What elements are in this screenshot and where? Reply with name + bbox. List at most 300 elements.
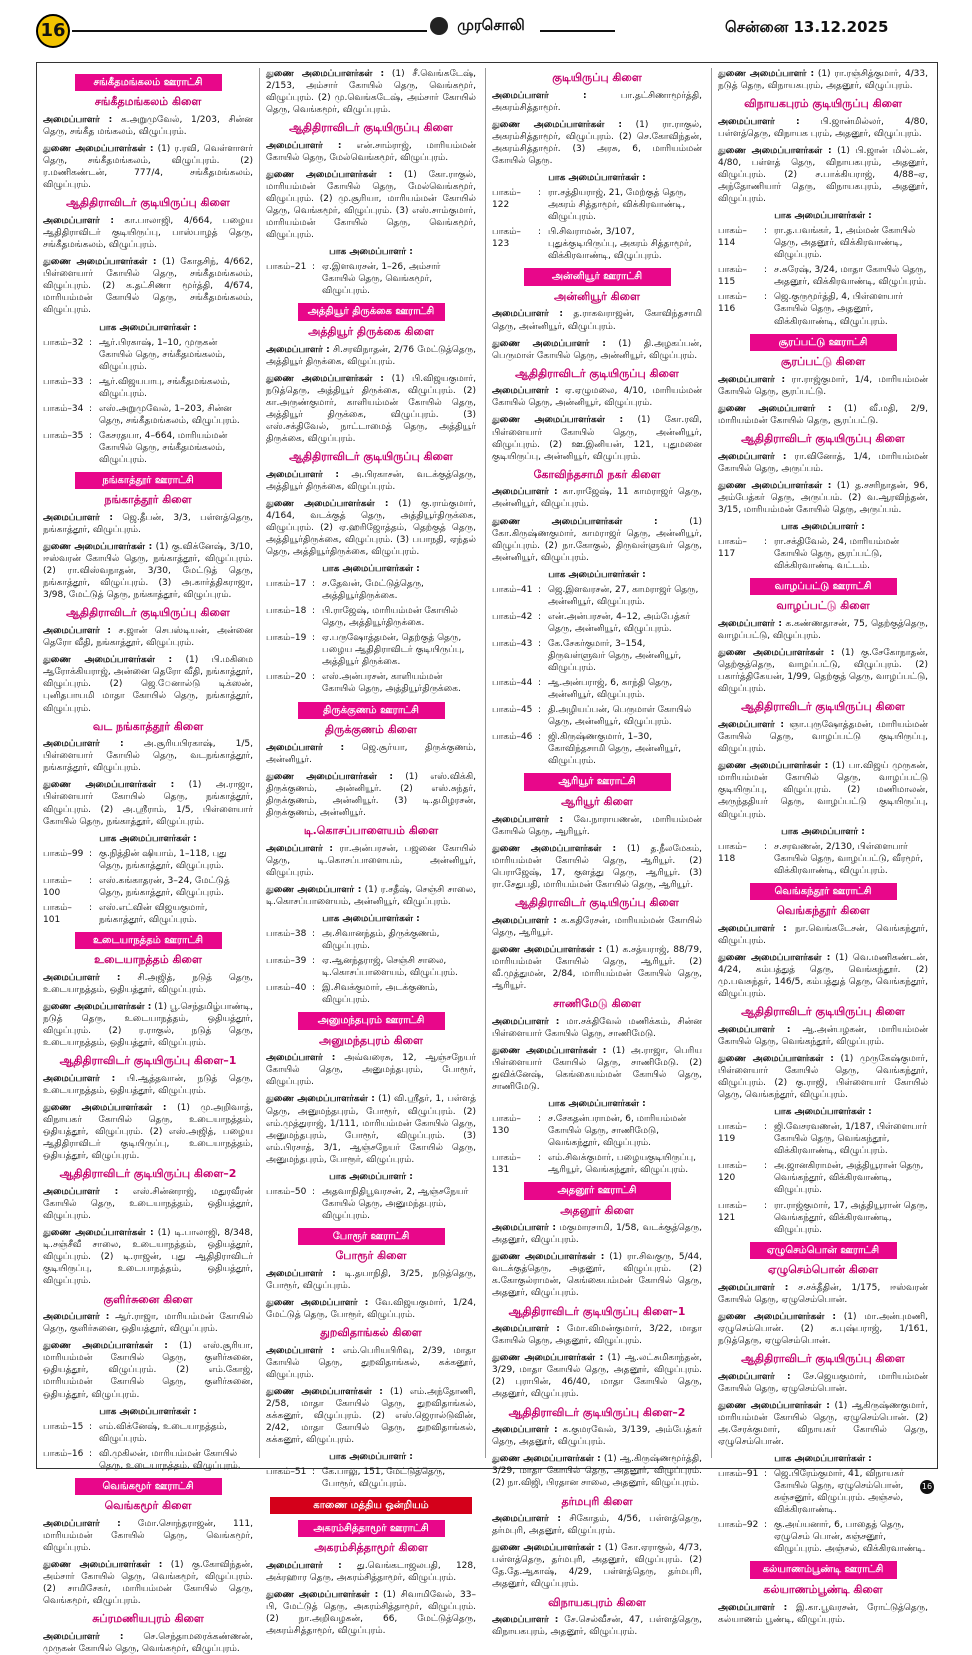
entry-label: அமைப்பாளர் : [718,1282,789,1293]
booth-number: பாகம்–15 [43,1421,84,1432]
entry-text: (1) த.சசரிநாதன், 96, அம்பேத்கர் தெரு, அருப்பம். (2) வ.ஆரவிந்தன், 3/15, மாரியம்மன் கோயில் தெரு, அருப்பம். [718,480,928,515]
branch-heading: ஆதிதிராவிடர் குடியிருப்பு கிளை [289,121,453,135]
booth-organiser: கு.நித்தின் ஷியாம், 1–118, புது தெரு, நங்காத்தூர், விழுப்புரம். [99,848,227,871]
booth-number: பாகம்–91 [718,1469,759,1480]
entry-text: (1) ஆ.லட்சுமிகாந்தன், 3/29, மாதா கோயில் தெரு, அதனூர், விழுப்புரம். (2) புராபின், 46/40, மாதா கோயில் தெரு, அதனூர், விழுப்புரம். [492,1353,702,1400]
organiser-entry [266,1052,476,1088]
organiser-entry [266,1345,476,1381]
entry-label: துணை அமைப்பாளர்கள் : [266,1590,379,1601]
branch-heading: ஆதிதிராவிடர் குடியிருப்பு கிளை–2 [59,1167,237,1181]
entry-text: (1) பி.ஜான் மில்டன், 4/80, பள்ளத் தெரு, விநாயகபுரம், அதனூர், விழுப்புரம். (2) ச.பாக்கியராஜ், 4/88–ஏ, அந்தோணியார் தெரு, விநாயகபுரம், அதனூர், விழுப்புரம். [718,145,928,205]
panchayat-banner: நங்காத்தூர் ஊராட்சி [75,472,222,489]
booth-number: பாகம்–46 [492,732,533,743]
entry-text: ரா.அன்பரசன், பஜனை கோயில் தெரு, டி.கொசப்பாளையம், அன்னியூர், விழுப்புரம். [266,843,476,878]
separator-colon: : [89,875,93,886]
booth-organiser: பி.சிவராமன், 3/107, புதுக்குடியிருப்பு, அகரம் சித்தாமூர், விக்கிரவாண்டி, விழுப்புரம். [548,227,692,262]
panchayat-banner: வாழப்பட்டு ஊராட்சி [750,578,897,595]
organiser-entry [492,516,702,564]
organiser-entry [718,1371,928,1395]
entry-label: துணை அமைப்பாளர்கள் : [718,480,832,491]
organiser-entry [43,114,253,138]
booth-row [718,225,928,261]
entry-label: அமைப்பாளர் : [492,90,587,101]
entry-text: (1) த.நீலமேகம், மாரியம்மன் கோயில் தெரு, ஆரியூர். (2) பெராஜேஷ், 17, குளத்து தெரு, ஆரியூர். (3) ரா.சேதுபதி, மாரியம்மன் கோயில் தெரு, ஆரியூர். [492,843,702,890]
organiser-entry [492,308,702,332]
booth-row [43,337,253,373]
booth-row [492,1113,702,1149]
booth-number: பாகம்–16 [43,1448,84,1459]
booth-row [718,264,928,288]
entry-label: துணை அமைப்பாளர்கள் : [266,498,389,509]
organiser-entry [718,1053,928,1101]
entry-text: (1) அ.ராஜா, பிள்ளையார் கோயில் தெரு, நங்காத்தூர், விழுப்புரம். (2) அ.ஸ்ரீராம், 1/5, பிள்ளையார் கோயில் தெரு, நங்காத்தூர், விழுப்புரம். [43,780,253,827]
entry-label: அமைப்பாளர் : [492,386,559,397]
entry-text: சே.செல்வீசன், 47, பள்ளத்தெரு, விநாயகபுரம், அதனூர், விழுப்புரம். [492,1615,702,1638]
organiser-entry [43,1340,253,1400]
separator-colon: : [538,611,542,622]
booth-number: பாகம்–34 [43,403,84,414]
entry-text: ஆர்.ராஜா, மாரியம்மன் கோயில் தெரு, குளிர்சுனை, ஒதியத்தூர், விழுப்புரம். [43,1312,253,1335]
entry-text: கா.பாலாஜி, 4/664, பழைய ஆதிதிராவிடர் குடியிருப்பு, பாஸ்பாழத் தெரு, சங்கீதமங்கலம், விழுப்புரம். [43,216,253,251]
organiser-entry [718,952,928,1000]
booth-number: பாகம்–43 [492,638,533,649]
organiser-entry [43,1311,253,1335]
booth-organiser: கே.பாலு, 151, மேட்டுத்தெரு, போரூர், விழுப்புரம். [322,1467,446,1490]
entry-text: த.ராகவராஜன், கோவிந்தசாமி தெரு, அன்னியூர், விழுப்புரம். [492,309,702,332]
subheading: பாக அமைப்பாளர்கள் : [774,211,872,222]
entry-text: ரா.ராஜ்குமார், 1/4, மாரியம்மன் கோயில் தெரு, சூரப்பட்டு. [718,374,928,397]
booth-organiser: ஏ.பருஷோத்தமன், தெற்குத் தெரு, பழைய ஆதிதிராவிடர் குடியிருப்பு, அத்தியூர் திருக்கை. [322,633,465,668]
entry-text: (1) ரா.சிவகுரு, 5/44, வடக்குத்தெரு, அதனூர், விழுப்புரம். (2) க.கோகுல்ராமன், கெங்கையம்மன் கோயில் தெரு, அதனூர், விழுப்புரம். [492,1252,702,1299]
branch-heading: கல்யாணம்பூண்டி கிளை [763,1582,883,1596]
entry-label: அமைப்பாளர் : [718,619,783,630]
entry-text: ரா.வினோத், 1/4, மாரியம்மன் கோயில் தெரு, அருப்பம். [718,451,928,474]
organiser-entry [492,338,702,362]
entry-label: அமைப்பாளர் : [266,1269,336,1280]
separator-colon: : [764,265,768,276]
booth-organiser: எஸ்.அறுமுவேல், 1–203, சின்ன தெரு, சங்கீதமங்கலம், விழுப்புரம். [99,403,240,426]
organiser-entry [43,215,253,251]
entry-text: (1) கு.சேகோநாதன், தெற்குத்தெரு, வாழப்பட்டு, விழுப்புரம். (2) பகார்த்திகேயன், 1/99, தெற்குத் தெரு, வாழப்பட்டு, விழுப்புரம். [718,648,928,695]
entry-label: அமைப்பாளர் : [43,973,121,984]
booth-number: பாகம்–35 [43,430,84,441]
branch-heading: அனுமந்தபுரம் கிளை [319,1033,423,1047]
organiser-entry [718,374,928,398]
logo-text: முரசொலி [457,16,525,34]
entry-text: (1) மா.அன்புமணி, ஏழுசெம்பொன். (2) க.புஷ்பராஜ், 1/161, நடுத்தெரு, ஏழுசெம்பொன். [718,1311,928,1346]
entry-text: செ.செந்தாமரைக்கண்ணன், முருகன் கோயில் தெரு, வெங்கமூர், விழுப்புரம். [43,1632,253,1655]
branch-heading: ஆதிதிராவிடர் குடியிருப்பு கிளை [515,366,679,380]
booth-number: பாகம்–116 [718,292,747,315]
organiser-entry [492,1513,702,1537]
separator-colon: : [89,376,93,387]
entry-text: (1) வி.ஸ்ரீதர், 1, பள்ளத் தெரு, அனுமந்தபுரம், போரூர், விழுப்புரம். (2) எம்.முத்துராஜ், 1/111, மாரியம்மன் கோயில் தெரு, அனுமந்தபுரம், போரூர், விழுப்புரம். (3) எம்.பிரசாத், 3/1, ஆஞ்சநேயர் கோயில் தெரு, அனுமந்தபுரம், போரூர், விழுப்புரம். [266,1094,476,1165]
entry-label: அமைப்பாளர் : [43,513,113,524]
entry-text: (1) கு.விக்னேஷ், 3/10, ஈஸ்வரன் கோயில் தெரு, நங்காத்தூர், விழுப்புரம். (2) ரா.விஸ்வநாதன், 3/30, மேட்டுத் தெரு, நங்காத்தூர், விழுப்புரம். (3) அ.கார்த்திகராஜா, 3/98, மேட்டுத் தெரு, நங்காத்தூர், விழுப்புரம். [43,542,253,601]
branch-heading: அகரம்சித்தாமூர் கிளை [314,1541,428,1555]
entry-label: துணை அமைப்பாளர்கள் : [718,145,832,156]
subheading: பாக அமைப்பாளர்கள் : [774,1454,872,1465]
entry-label: அமைப்பாளர் : [266,469,339,480]
booth-row [492,638,702,674]
organiser-entry [266,169,476,241]
separator-colon: : [538,188,542,199]
entry-label: துணை அமைப்பாளர்கள் : [43,144,154,155]
booth-row [43,403,253,427]
booth-organiser: இ.சிவக்குமார், அடக்குணம், விழுப்புரம். [322,983,438,1006]
branch-heading: அன்னியூர் கிளை [554,289,640,303]
booth-number: பாகம்–99 [43,848,84,859]
dateline: சென்னை 13.12.2025 [725,18,889,36]
subheading: பாக அமைப்பாளர்கள் : [322,564,420,575]
entry-text: (1) கோ.கிருஷ்ணகுமார், காமராஜர் தெரு, அன்னியூர், விழுப்புரம். (2) நா.கோகுல், திருவள்ளுவர் தெரு, அன்னியூர், விழுப்புரம். [492,516,702,563]
entry-text: (1) கோ.ஏராகுல், 4/73, பள்ளத்தெரு, தர்மபுரி, அதனூர், விழுப்புரம். (2) தே.தே.ஆகாஷ், 4/29, பள்ளத்தெரு, தர்மபுரி, அதனூர், விழுப்புரம். [492,1543,702,1590]
entry-label: துணை அமைப்பாளர்கள் : [492,1045,607,1056]
organiser-entry [718,1400,928,1448]
booth-number: பாகம்–50 [266,1186,307,1197]
entry-label: துணை அமைப்பாளர்கள் : [266,1094,375,1105]
organiser-entry [492,1453,702,1489]
entry-text: க.கண்ணதாசன், 75, தெற்குத்தெரு, வாழப்பட்டு, விழுப்புரம். [718,619,928,642]
booth-organiser: எஸ்.கங்காதரன், 3–24, மேட்டுத் தெரு, நங்காத்தூர், விழுப்புரம். [99,875,230,898]
branch-heading: வெங்கமூர் கிளை [104,1499,192,1513]
booth-organiser: ஆர்.விஜயபாபு, சங்கீதமங்கலம், விழுப்புரம். [99,376,231,399]
booth-number: பாகம்–17 [266,579,307,590]
entry-text: (1) கோதசிந், 4/662, பிள்ளையார் கோயில் தெரு, சங்கீதமங்கலம், விழுப்புரம். (2) க.தட்சிணா மூர்த்தி, 4/674, மாரியம்மன் கோயில் தெரு, சங்கீதமங்கலம், விழுப்புரம். [43,257,253,316]
entry-text: மோ.விமன்குமார், 3/22, மாதா கோயில் தெரு, அதனூர், விழுப்புரம். [492,1324,702,1347]
entry-text: (1) கு.கோவிந்தன், அம்சார் கோயில் தெரு, வெங்கமூர், விழுப்புரம். (2) சாமிசேகர், மாரியம்மன் கோயில் தெரு, வெங்கமூர், விழுப்புரம். [43,1560,253,1607]
booth-row [718,1519,928,1555]
entry-label: அமைப்பாளர் : [266,843,333,854]
branch-heading: ஆதிதிராவிடர் குடியிருப்பு கிளை–2 [508,1405,686,1419]
organiser-entry [718,923,928,947]
entry-label: அமைப்பாளர் : [718,1371,791,1382]
booth-organiser: அ.ஜானகிராமன், அத்தியூரான் தெரு, வெங்கந்தூர், விக்கிரவாண்டி, விழுப்புரம். [774,1161,924,1196]
organiser-entry [43,1001,253,1049]
entry-label: அமைப்பாளர் : [266,742,345,753]
entry-label: அமைப்பாளர் : [43,1518,121,1529]
separator-colon: : [538,705,542,716]
booth-row [492,1152,702,1176]
entry-text: வே.நாராயணன், மாரியம்மன் கோயில் தெரு, ஆரியூர். [492,814,702,837]
booth-organiser: ரா.ராஜ்குமார், 17, அத்தியூரான் தெரு, வெங்கந்தூர், விக்கிரவாண்டி, விழுப்புரம். [774,1200,928,1235]
separator-colon: : [312,633,316,644]
entry-label: துணை அமைப்பாளர்கள் : [43,1341,168,1352]
footer-page-number: 16 [920,1480,934,1494]
entry-label: துணை அமைப்பாளர்கள் : [492,1454,601,1465]
entry-text: (1) முருகேஷ்குமார், பிள்ளையார் கோயில் தெரு, வெங்கந்தூர், விழுப்புரம். (2) கு.ராஜி, பிள்ளையார் கோயில் தெரு, வெங்கந்தூர், விழுப்புரம். [718,1053,928,1101]
separator-colon: : [764,1200,768,1211]
entry-text: க.கதிரேசன், மாரியம்மன் கோயில் தெரு, ஆரியூர். [492,915,702,938]
entry-text: (1) க.சத்யராஜ், 88/79, மாரியம்மன் கோயில் தெரு, ஆரியூர். (2) வீ.முத்துமன், 2/84, மாரியம்மன் கோயில் தெரு, ஆரியூர். [492,944,702,991]
subheading: பாக அமைப்பாளர்கள் : [99,1406,197,1417]
column-divider [711,68,712,1458]
branch-heading: விநாயகபுரம் குடியிருப்பு கிளை [744,97,902,111]
branch-heading: சுப்ரமணியபுரம் கிளை [92,1612,204,1626]
panchayat-banner: திருக்குணம் ஊராட்சி [298,702,445,719]
branch-heading: கோவிந்தசாமி நகர் கிளை [533,467,661,481]
entry-label: துணை அமைப்பாளர்கள் : [718,952,831,963]
booth-organiser: ஆர்.பிரகாஷ், 1–10, முருகன் கோயில் தெரு, சங்கீதமங்கலம், விழுப்புரம். [99,337,226,372]
entry-label: அமைப்பாளர் : [492,309,563,320]
booth-organiser: ஏ.ஆனந்தராஜ், செஞ்சி சாலை, டி.கொசப்பாளையம், விழுப்புரம். [322,956,458,979]
organiser-entry [718,1311,928,1347]
entry-text: என்.சாம்ராஜ், மாரியம்மன் கோயில் தெரு, மேல்வெங்கமூர், விழுப்புரம். [266,140,476,163]
entry-label: துணை அமைப்பாளர்கள் : [266,69,385,79]
entry-label: துணை அமைப்பாளர்கள் : [718,1311,836,1322]
booth-organiser: ஜி.கிருஷ்ணகுமார், 1–30, கோவிந்தசாமி தெரு, அன்னியூர், விழுப்புரம். [548,732,682,767]
organiser-entry [492,1352,702,1400]
booth-organiser: அதவாநிதிபூவரசன், 2, ஆஞ்சநேயர் கோயில் தெரு, அனுமந்தபுரம், விழுப்புரம். [322,1186,469,1221]
booth-row [718,841,928,877]
entry-label: அமைப்பாளர் : [43,1312,110,1323]
entry-text: (1) பூ.செந்தமிழ்பாண்டி, நடுத் தெரு, உடையாநத்தம், ஒதியத்தூர், விழுப்புரம். (2) ர.ராகுல், நடுத் தெரு, உடையாநத்தம், ஒதியத்தூர், விழுப்புரம். [43,1002,253,1049]
panchayat-banner: அதனூர் ஊராட்சி [524,1182,671,1199]
organiser-entry [43,1102,253,1162]
entry-text: (1) டி.பாலாஜி, 8/348, டி.சஞ்சீவீ சாலை, உடையாநத்தம், ஒதியத்தூர், விழுப்புரம். (2) டி.ராஜன், புது ஆதிதிராவிடர் குடியிருப்பு, உடையாநத்தம், ஒதியத்தூர், விழுப்புரம். [43,1228,253,1287]
booth-row [266,578,476,602]
booth-organiser: ஜெ.குருமூர்த்தி, 4, பிள்ளையார் கோயில் தெரு, அதனூர், விக்கிரவாண்டி, விழுப்புரம். [774,292,903,327]
branch-heading: அத்தியூர் திருக்கை கிளை [308,324,434,338]
organiser-entry [492,1614,702,1638]
separator-colon: : [312,672,316,683]
organiser-entry [718,719,928,755]
booth-row [718,1200,928,1236]
booth-number: பாகம்–101 [43,902,72,925]
branch-heading: ஆதிதிராவிடர் குடியிருப்பு கிளை [66,196,230,210]
booth-row [43,430,253,466]
entry-label: துணை அமைப்பாளர்கள் : [718,1053,834,1064]
booth-organiser: எம்.சிவக்குமார், பழையகுடியிருப்பு, ஆரியூர், வெங்கந்தூர், விழுப்புரம். [548,1153,696,1176]
entry-text: (1) வீ.மதி, 2/9, மாரியம்மன் கோயில் தெரு, சூரப்பட்டு. [718,403,928,426]
booth-number: பாகம்–92 [718,1520,759,1531]
booth-organiser: ஜெ.பிரேம்குமார், 41, விநாயகர் கோயில் தெரு, ஏழுசெம்பொன், கஞ்சனூர், விழுப்புரம். அஞ்சல், விக்கிரவாண்டி. [774,1469,905,1516]
separator-colon: : [538,678,542,689]
entry-label: அமைப்பாளர் : [43,626,112,637]
entry-text: அ.சூரியபிரகாஷ், 1/5, பிள்ளையார் கோயில் தெரு, வடநங்காத்தூர், நங்காத்தூர், விழுப்புரம். [43,739,253,774]
booth-number: பாகம்–33 [43,376,84,387]
organiser-entry [492,814,702,838]
entry-label: துணை அமைப்பாளர்கள் : [718,761,829,772]
branch-heading: உடையாநத்தம் கிளை [94,953,202,967]
organiser-entry [718,403,928,427]
organiser-entry [492,1222,702,1246]
organiser-entry [43,738,253,774]
organiser-entry [718,68,928,92]
organiser-entry [492,385,702,409]
entry-label: துணை அமைப்பாளர்கள் : [43,1002,152,1013]
organiser-entry [266,771,476,819]
entry-text: (1) தி.அழகப்பன், பெருமாள் கோயில் தெரு, அன்னியூர், விழுப்புரம். [492,338,702,361]
booth-row [43,848,253,872]
organiser-entry [492,944,702,992]
organiser-entry [492,1424,702,1448]
separator-colon: : [89,902,93,913]
booth-organiser: அ.சிவானந்தம், திருக்குணம், விழுப்புரம். [322,928,440,951]
booth-number: பாகம்–100 [43,875,72,898]
entry-label: துணை அமைப்பாளர் : [718,403,832,414]
entry-text: (1) எஸ்.சூரியா, மாரியம்மன் கோயில் தெரு, குளிர்சுனை, ஒதியத்தூர், விழுப்புரம். (2) எம்.கோஜ், மாரியம்மன் கோயில் தெரு, குளிர்சுனை, ஒதியத்தூர், விழுப்புரம். [43,1341,254,1400]
organiser-entry [492,1045,702,1093]
separator-colon: : [764,1469,768,1480]
booth-row [43,1448,253,1472]
entry-label: துணை அமைப்பாளர்கள் : [492,415,624,426]
entry-label: அமைப்பாளர் : [492,487,558,498]
entry-label: துணை அமைப்பாளர்கள் : [43,1228,154,1239]
booth-number: பாகம்–42 [492,611,533,622]
organiser-entry [43,1227,253,1287]
entry-label: துணை அமைப்பாளர்கள் : [492,119,622,130]
subheading: பாக அமைப்பாளர்கள் : [548,1098,646,1109]
entry-label: அமைப்பாளர் : [43,1074,116,1085]
entry-label: அமைப்பாளர் : [718,1602,788,1613]
booth-number: பாகம்–19 [266,633,307,644]
booth-organiser: ரா.சத்தியராஜ், 21, மேற்குத் தெரு, அகரம் சித்தாமூர், விக்கிரவாண்டி, விழுப்புரம். [548,188,687,223]
organiser-entry [43,972,253,996]
column-divider [259,68,260,1458]
organiser-entry [492,1323,702,1347]
organiser-entry [718,1024,928,1048]
booth-organiser: எஸ்.எட்வின் விஜயகுமார், நங்காத்தூர், விழுப்புரம். [99,902,208,925]
logo-emblem-icon [430,17,448,35]
entry-text: ஏ.ஏழுமலை, 4/10, மாரியம்மன் கோயில் தெரு, அன்னியூர், விழுப்புரம். [492,386,702,409]
separator-colon: : [764,536,768,547]
booth-row [266,1186,476,1222]
organiser-entry [266,1386,476,1446]
organiser-entry [266,373,476,445]
entry-text: பா.தட்சிணாமூர்த்தி, அகரம்சித்தாமூர். [492,90,702,113]
separator-colon: : [538,584,542,595]
booth-number: பாகம்–121 [718,1200,747,1223]
booth-row [492,704,702,728]
text-column-2 [266,68,477,1637]
branch-heading: வட நங்காத்தூர் கிளை [92,719,204,733]
entry-text: மகுமாரசாமி, 1/58, வடக்குத்தெரு, அதனூர், விழுப்புரம். [492,1223,702,1246]
entry-text: ஜெ.தீபன், 3/3, பள்ளத்தெரு, நங்காத்தூர், விழுப்புரம். [43,513,253,536]
booth-organiser: எம்.விக்னேஷ், உடையாநத்தம், விழுப்புரம். [99,1421,227,1444]
booth-row [266,955,476,979]
entry-label: அமைப்பாளர் : [718,374,786,385]
entry-label: துணை அமைப்பாளர்கள் : [492,1353,604,1364]
entry-label: அமைப்பாளர் : [718,1024,791,1035]
text-column-3 [492,68,702,1638]
panchayat-banner: வெங்கந்தூர் ஊராட்சி [750,883,897,900]
booth-number: பாகம்–114 [718,226,747,249]
entry-text: (1) அ.ராஜா, பெரிய பிள்ளையார் கோயில் தெரு, சாணிமேடு. (2) துவிக்னேஷ், கெங்கையம்மன் கோயில் தெரு, சாணிமேடு. [492,1045,702,1092]
separator-colon: : [538,732,542,743]
branch-heading: தர்மபுரி கிளை [561,1494,633,1508]
organiser-entry [266,1268,476,1292]
booth-number: பாகம்–130 [492,1113,521,1136]
entry-label: அமைப்பாளர் : [492,1016,560,1027]
organiser-entry [266,1589,476,1637]
entry-label: அமைப்பாளர் : [43,115,113,126]
booth-number: பாகம்–20 [266,672,307,683]
branch-heading: ஆதிதிராவிடர் குடியிருப்பு கிளை [289,449,453,463]
entry-text: ச.சக்தீதின், 1/175, ஈஸ்வரன் கோயில் தெரு, ஏழுசெம்பொன். [718,1282,928,1305]
entry-label: துணை அமைப்பாளர்கள் : [718,1400,830,1411]
entry-label: துணை அமைப்பாளர் : [492,338,606,349]
booth-organiser: ச.சரவணன், 2/130, பிள்ளையார் கோயில் தெரு, வாழப்பட்டு, வீரமூர், விக்கிரவாண்டி, விழுப்புரம். [774,841,924,876]
booth-organiser: ஏ.இளவரசன், 1–26, அம்சார் கோயில் தெரு, வெங்கமூர், விழுப்புரம். [322,262,441,297]
booth-row [43,902,253,926]
separator-colon: : [89,848,93,859]
organiser-entry [266,742,476,766]
entry-text: நா.வெங்கடேசன், வெங்கந்தூர், விழுப்புரம். [718,923,928,946]
booth-organiser: ஜி.வேசரவணன், 1/187, பிள்ளையார் கோயில் தெரு, வெங்கந்தூர், விக்கிரவாண்டி, விழுப்புரம். [774,1122,927,1157]
entry-text: கா.ராஜேஷ், 11 காமராஜர் தெரு, அன்னியூர், விழுப்புரம். [492,487,702,510]
entry-label: அமைப்பாளர் : [492,814,564,825]
booth-row [43,376,253,400]
branch-heading: ஆதிதிராவிடர் குடியிருப்பு கிளை [741,1005,905,1019]
organiser-entry [43,512,253,536]
separator-colon: : [764,1122,768,1133]
booth-number: பாகம்–21 [266,262,307,273]
panchayat-banner: போரூர் ஊராட்சி [298,1228,445,1245]
booth-row [492,677,702,701]
booth-row [718,1121,928,1157]
panchayat-banner: சூரப்பட்டு ஊராட்சி [750,334,897,351]
entry-text: ச.ஜான் செபஸ்டியன், அன்னை தெரோ வீதி, நங்காத்தூர், விழுப்புரம். [43,626,253,649]
entry-label: துணை அமைப்பாளர்கள் : [266,1387,383,1398]
booth-organiser: வி.முகிலன், மாரியம்மன் கோயில் தெரு, உடையாநத்தம், விழுப்புரம். [99,1448,241,1471]
entry-label: அமைப்பாளர் : [266,1346,335,1356]
booth-row [266,671,476,695]
booth-number: பாகம்–45 [492,705,533,716]
booth-row [718,536,928,572]
organiser-entry [492,486,702,510]
booth-number: பாகம்–51 [266,1467,307,1478]
panchayat-banner: சங்கீதமங்கலம் ஊராட்சி [75,74,222,91]
entry-label: அமைப்பாளர் : [266,140,342,151]
branch-heading: ஆதிதிராவிடர் குடியிருப்பு கிளை [741,1352,905,1365]
branch-heading: போரூர் கிளை [335,1249,407,1263]
entry-label: துணை அமைப்பாளர்கள் : [492,516,658,527]
organiser-entry [492,1251,702,1299]
panchayat-banner: ஆரியூர் ஊராட்சி [524,773,671,790]
separator-colon: : [764,292,768,303]
organiser-entry [266,1297,476,1321]
organiser-entry [266,843,476,879]
subheading: பாக அமைப்பாளர்கள் : [548,173,646,184]
separator-colon: : [764,841,768,852]
organiser-entry [718,116,928,140]
entry-label: அமைப்பாளர் : [43,739,124,750]
separator-colon: : [764,1520,768,1531]
branch-heading: அதனூர் கிளை [560,1203,634,1217]
panchayat-banner: அத்தியூர் திருக்கை ஊராட்சி [298,303,445,320]
organiser-entry [266,344,476,368]
entry-label: துணை அமைப்பாளர்கள் : [492,1252,605,1263]
organiser-entry [718,145,928,205]
separator-colon: : [312,1467,316,1478]
entry-label: அமைப்பாளர் : [718,116,800,127]
branch-heading: துறவிதாங்கல் கிளை [320,1326,422,1340]
entry-text: (1) பி.மகிமை ஆரோக்கியராஜ், அன்னை தெரோ வீதி, நங்காத்தூர், விழுப்புரம். (2) ஜெ.ேனால்டு டிக்ஸன், புனிதபாயமி மாதா கோயில் தெரு, நங்காத்தூர், விழுப்புரம். [43,655,253,714]
panchayat-banner: ஏழுசெம்பொன் ஊராட்சி [750,1242,897,1259]
entry-label: அமைப்பாளர் : [43,216,114,227]
text-column-4 [718,68,928,1625]
entry-text: (1) பா.விஜய் முருகன், மாரியம்மன் கோயில் தெரு, வாழப்பட்டு குடியிருப்பு, விழுப்புரம். (2) மணிமாலன், அருந்ததியர் தெரு, வாழப்பட்டு குடியிருப்பு, விழுப்புரம். [718,761,928,820]
organiser-entry [492,1016,702,1040]
organiser-entry [43,1186,253,1222]
entry-text: சே.ஜெயகுமார், மாரியம்மன் கோயில் தெரு, ஏழுசெம்பொன். [718,1371,928,1394]
organiser-entry [718,1602,928,1626]
booth-number: பாகம்–122 [492,188,521,211]
entry-text: (1) கோ.ராகுல், மாரியம்மன் கோயில் தெரு, மேல்வெங்கமூர், விழுப்புரம். (2) மு.சூரியா, மாரியம்மன் கோயில் தெரு, வெங்கமூர், விழுப்புரம். (3) எஸ்.சாம்குமார், மாரியம்மன் கோயில் தெரு, வெங்கமூர், விழுப்புரம். [266,170,476,241]
entry-label: அமைப்பாளர் : [492,1425,558,1436]
entry-text: சி.சரவிநாதன், 2/76 மேட்டுத்தெரு, அத்தியூர் திருக்கை, விழுப்புரம். [266,344,476,367]
